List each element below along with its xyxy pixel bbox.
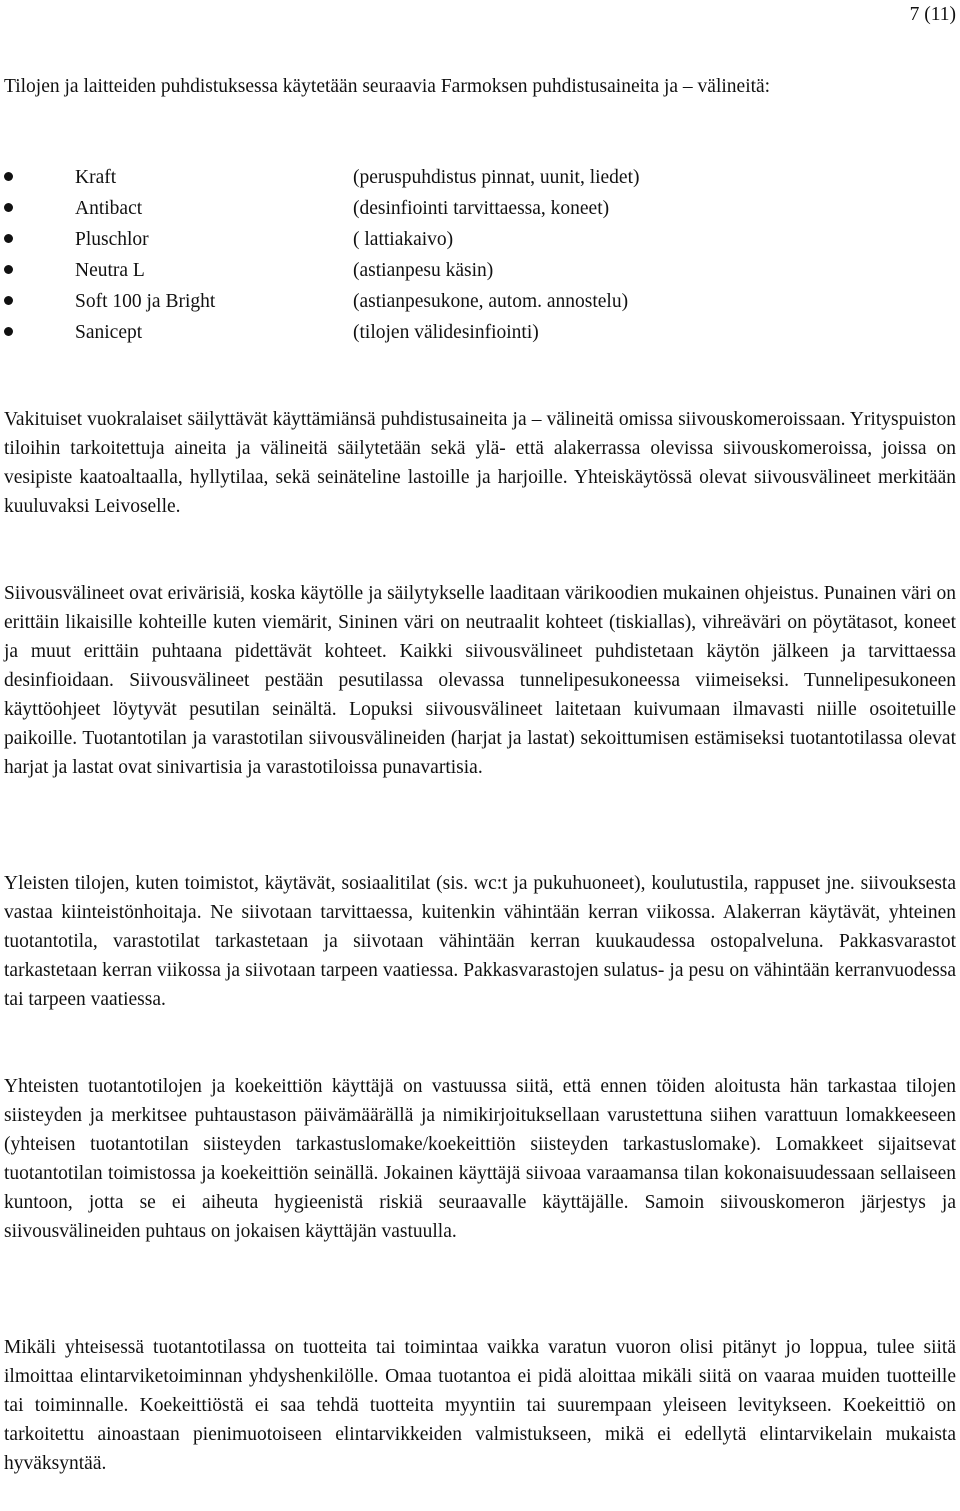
product-name: Kraft (75, 167, 117, 188)
bullet-icon (4, 203, 13, 212)
list-item (0, 256, 960, 287)
common-areas-paragraph: Yleisten tilojen, kuten toimistot, käytävät, sosiaalitilat (sis. wc:t ja pukuhuoneet), koulutustila, rappuset jne. siivouksesta vastaa kiinteistönhoitaja. Ne siivotaan tarvittaessa, kuitenkin vähintään kerran viikossa. Alakerran käytävät, yhteinen tuotantotila, varastotilat tarkastetaan ja siivotaan vähintään kerran kuukaudessa ostopalveluna. Pakkasvarastot tarkastetaan kerran viikossa ja siivotaan tarpeen vaatiessa. Pakkasvarastojen sulatus- ja pesu on vähintään kerranvuodessa tai tarpeen vaatiessa. (4, 873, 956, 1010)
list-item (0, 225, 960, 256)
product-use: (peruspuhdistus pinnat, uunit, liedet) (353, 167, 640, 188)
product-use: (desinfiointi tarvittaessa, koneet) (353, 198, 610, 219)
product-use: (tilojen välidesinfiointi) (353, 322, 539, 343)
page-number: 7 (11) (909, 4, 956, 25)
intro-text: Tilojen ja laitteiden puhdistuksessa käytetään seuraavia Farmoksen puhdistusaineita ja – välineitä: (4, 76, 771, 97)
product-use: ( lattiakaivo) (353, 229, 454, 250)
product-list (0, 163, 960, 349)
product-name: Neutra L (75, 260, 145, 281)
storage-paragraph: Vakituiset vuokralaiset säilyttävät käyttämiänsä puhdistusaineita ja – välineitä omissa siivouskomeroissaan. Yrityspuiston tiloihin tarkoitettuja aineita ja välineitä säilytetään sekä ylä- että alakerrassa olevissa siivouskomeroissa, joissa on vesipiste kaatoaltaalla, hyllytilaa, sekä seinäteline lastoille ja harjoille. Yhteiskäytössä olevat siivousvälineet merkitään kuuluvaksi Leivoselle. (4, 409, 956, 517)
product-use: (astianpesukone, autom. annostelu) (353, 291, 629, 312)
reporting-paragraph: Mikäli yhteisessä tuotantotilassa on tuotteita tai toimintaa vaikka varatun vuoron olisi pitänyt jo loppua, tulee siitä ilmoittaa elintarviketoiminnan yhdyshenkilölle. Omaa tuotantoa ei pidä aloittaa mikäli siitä on vaaraa muiden tuotteille tai toiminnalle. Koekeittiöstä ei saa tehdä tuotteita myyntiin tai suurempaan yleiseen levitykseen. Koekeittiö on tarkoitettu ainoastaan pienimuotoiseen elintarvikkeiden valmistukseen, mikä ei edellytä elintarvikelain mukaista hyväksyntää. (4, 1337, 956, 1474)
user-responsibility-paragraph: Yhteisten tuotantotilojen ja koekeittiön käyttäjä on vastuussa siitä, että ennen töiden aloitusta hän tarkastaa tilojen siisteyden ja merkitsee puhtaustason päivämäärällä ja nimikirjoituksellaan varustettuna siihen varattuun lomakkeeseen (yhteisen tuotantotilan siisteyden tarkastuslomake/koekeittiön siisteyden tarkastuslomake). Lomakkeet sijaitsevat tuotantotilan toimistossa ja koekeittiön seinällä. Jokainen käyttäjä siivoaa varaamansa tilan kokonaisuudessaan sellaiseen kuntoon, jotta se ei aiheuta hygieenistä riskiä seuraavalle käyttäjälle. Samoin siivouskomeron järjestys ja siivousvälineiden puhtaus on jokaisen käyttäjän vastuulla. (4, 1076, 956, 1242)
list-item (0, 318, 960, 349)
product-name: Pluschlor (75, 229, 149, 250)
list-item (0, 163, 960, 194)
list-item (0, 287, 960, 318)
bullet-icon (4, 234, 13, 243)
list-item (0, 194, 960, 225)
product-name: Antibact (75, 198, 143, 219)
bullet-icon (4, 265, 13, 274)
bullet-icon (4, 327, 13, 336)
bullet-icon (4, 172, 13, 181)
product-name: Sanicept (75, 322, 143, 343)
product-use: (astianpesu käsin) (353, 260, 494, 281)
product-name: Soft 100 ja Bright (75, 291, 216, 312)
color-coding-paragraph: Siivousvälineet ovat erivärisiä, koska käytölle ja säilytykselle laaditaan värikoodien mukainen ohjeistus. Punainen väri on erittäin likaisille kohteille kuten viemärit, Sininen väri on neutraalit kohteet (tiskiallas), vihreäväri on pöytätasot, koneet ja muut erittäin puhtaana pidettävät kohteet. Kaikki siivousvälineet puhdistetaan käytön jälkeen ja tarvittaessa desinfioidaan. Siivousvälineet pestään pesutilassa olevassa tunnelipesukoneessa viimeiseksi. Tunnelipesukoneen käyttöohjeet löytyvät pesutilan seinältä. Lopuksi siivousvälineet laitetaan kuivumaan ilmavasti niille osoitetuille paikoille. Tuotantotilan ja varastotilan siivousvälineiden (harjat ja lastat) sekoittumisen estämiseksi tuotantotilassa olevat harjat ja lastat ovat sinivartisia ja varastotiloissa punavartisia. (4, 583, 956, 778)
bullet-icon (4, 296, 13, 305)
